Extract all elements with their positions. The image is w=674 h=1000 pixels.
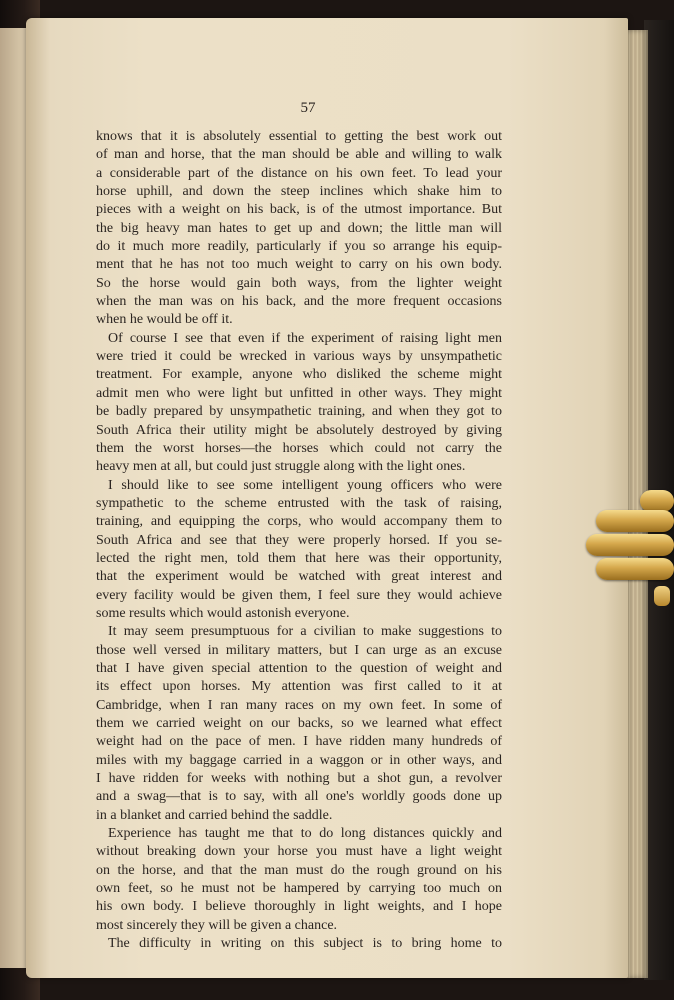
text-line: and a swag—that is to say, with all one's worldly goods done up [96,789,502,805]
text-line: knows that it is absolutely essential to getting the best work out [96,129,502,144]
text-line: admit men who were light but unfitted in other ways. They might [96,385,502,401]
text-line: horse uphill, and down the steep inclines which shake him to [96,184,502,200]
text-line: training, and equipping the corps, who would accompany them to [96,514,502,530]
text-line: when he would be off it. [96,312,233,328]
text-line: So the horse would gain both ways, from the lighter weight [96,275,502,291]
clip-finger [586,534,674,556]
text-line: that the experiment would be watched with great interest and [96,569,502,585]
text-line: without breaking down your horse you must have a light weight [96,844,502,860]
text-line: pieces with a weight on his back, is of the utmost importance. But [96,202,502,218]
text-line: his own body. I believe thoroughly in light weights, and I hope [96,899,502,915]
brass-page-clip [586,486,674,610]
text-line: own feet, so he must not be hampered by carrying too much on [96,881,502,897]
text-line: a considerable part of the distance on his own feet. To lead your [96,165,502,181]
text-line: ment that he has not too much weight to carry on his own body. [96,257,502,273]
text-line: be badly prepared by unsympathetic training, and when they got to [96,404,502,420]
text-line: It may seem presumptuous for a civilian to make suggestions to [108,624,502,640]
text-line: lected the right men, told them that here was their opportunity, [96,550,502,566]
text-line: weight had on the pace of men. I have ridden many hundreds of [96,734,502,750]
text-line: Experience has taught me that to do long distances quickly and [108,826,502,842]
clip-finger [596,510,674,532]
text-line: I should like to see some intelligent young officers who were [108,477,502,493]
text-line: that I have given special attention to the question of weight and [96,660,502,676]
text-line: every facility would be given them, I feel sure they would achieve [96,587,502,603]
text-line: heavy men at all, but could just struggle along with the light ones. [96,459,466,475]
text-line: do it much more readily, particularly if you so arrange his equip- [96,239,502,255]
page-number: 57 [300,100,316,116]
text-line: treatment. For example, anyone who disliked the scheme might [96,367,502,383]
text-line: sympathetic to the scheme entrusted with the task of raising, [96,495,502,511]
page-body-text [96,128,502,953]
clip-finger [596,558,674,580]
text-line: Cambridge, when I ran many races on my own feet. In some of [96,697,502,713]
text-line: when the man was on his back, and the more frequent occasions [96,294,502,310]
text-line: them the worst horses—the horses which could not carry the [96,440,502,456]
text-line: I have ridden for weeks with nothing but a shot gun, a revolver [96,771,502,787]
text-line: were tried it could be wrecked in various ways by unsympathetic [96,349,502,365]
text-line: miles with my baggage carried in a waggon or in other ways, and [96,752,502,768]
clip-finger [640,490,674,512]
text-line: on the horse, and that the man must do the rough ground on his [96,862,502,878]
text-line: in a blanket and carried behind the saddle. [96,807,333,823]
clip-knob [654,586,670,606]
text-line: Of course I see that even if the experiment of raising light men [108,330,502,346]
text-line: some results which would astonish everyone. [96,605,350,621]
text-line: most sincerely they will be given a chance. [96,917,338,933]
text-line: its effect upon horses. My attention was first called to it at [96,679,502,695]
text-line: those well versed in military matters, but I can urge as an excuse [96,642,502,658]
text-line: them we carried weight on our backs, so we learned what effect [96,716,502,731]
text-line: of man and horse, that the man should be able and willing to walk [96,147,502,163]
text-line: South Africa and see that they were properly horsed. If you se- [96,532,502,548]
text-line: The difficulty in writing on this subject is to bring home to [108,936,502,952]
text-line: South Africa their utility might be absolutely destroyed by giving [96,422,502,438]
text-line: the big heavy man hates to get up and down; the little man will [96,220,502,236]
